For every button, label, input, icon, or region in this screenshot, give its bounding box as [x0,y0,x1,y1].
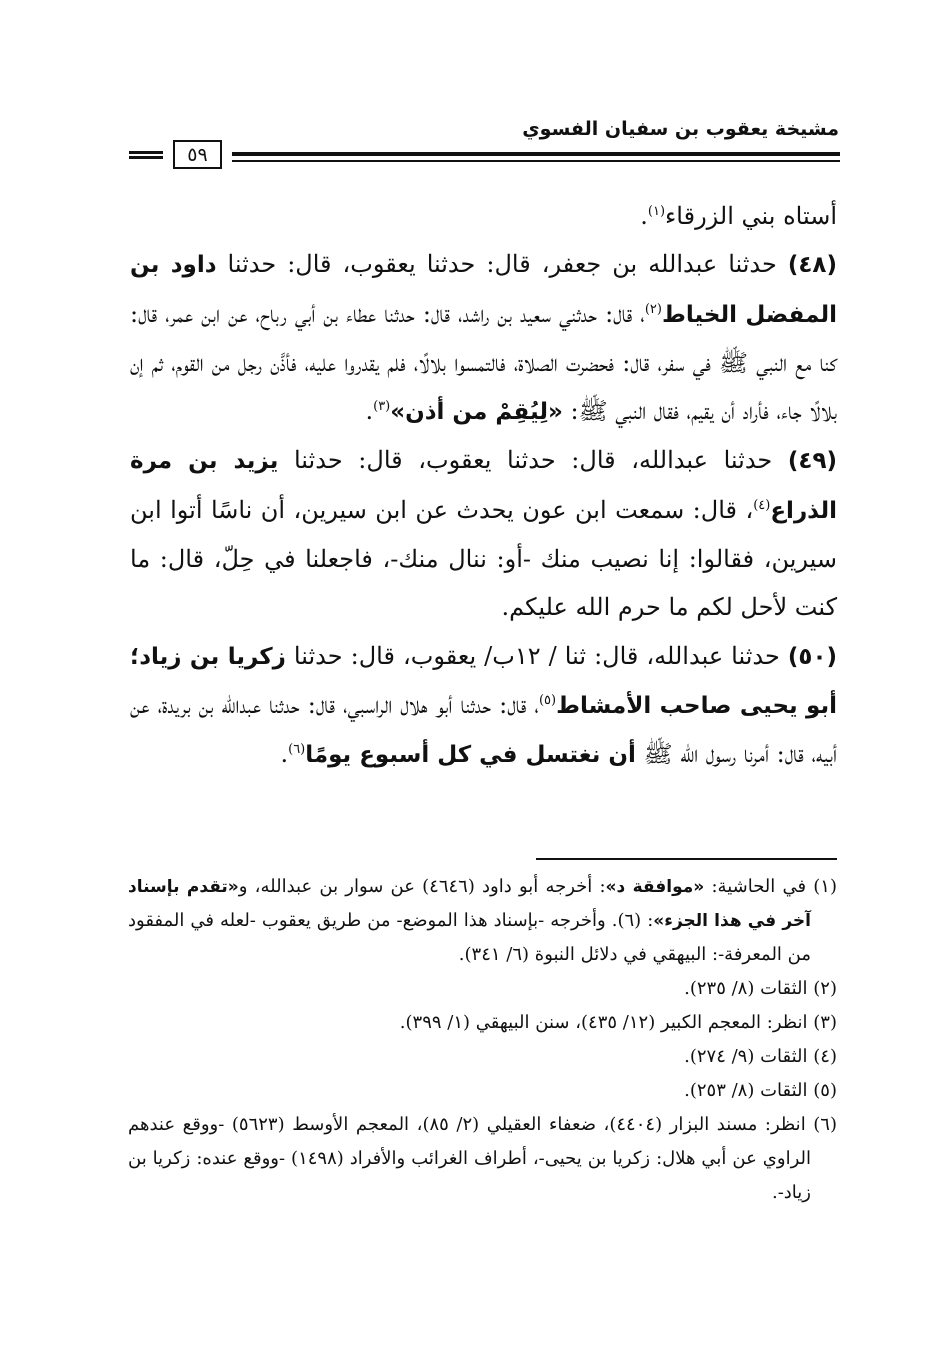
running-header-title: مشيخة يعقوب بن سفيان الفسوي [522,118,839,140]
page-number: ٥٩ [173,140,222,169]
footnote-ref: (٢) [644,301,662,317]
hadith-number: (٤٩) [787,448,837,475]
paragraph-continuation [130,192,837,240]
footnote-text: : أخرجه أبو داود (٤٦٤٦) عن سوار بن عبدالله، و [238,876,606,897]
header-rule-thin [232,160,840,162]
footnote-1 [128,870,837,972]
footnote-ref: (١) [647,204,666,219]
hadith-text: حدثنا عبدالله بن جعفر، قال: حدثنا يعقوب، قال: حدثنا [216,250,788,279]
footnote-4: (٤) الثقات (٩/ ٢٧٤). [684,1046,837,1067]
header-rule-thick [232,152,840,156]
hadith-text: ، قال: حدثني سعيد بن راشد، قال: حدثنا عطاء بن أبي رباح، عن ابن عمر، قال: كنا مع النبي ﷺ في سفر، قال: فحضرت الصلاة، فالتمسوا بلالًا، فلم يقدروا عليه، فأذَّن رجل من القوم، ثم إن بلالًا جاء، فأراد أن يقيم، فقال النبي ﷺ: [130,299,837,426]
header-ornament-bars [129,151,163,164]
hadith-49 [130,436,837,631]
footnote-ref: (٥) [538,692,557,708]
paragraph-text: أستاه بني الزرقاء [665,202,837,230]
hadith-number: (٥٠) [787,643,837,670]
paragraph-end: . [280,740,289,769]
hadith-quote: أن نغتسل في كل أسبوع يومًا [305,742,636,769]
hadith-text: حدثنا عبدالله، قال: ثنا / ١٢ب/ يعقوب، قال: حدثنا [285,641,788,670]
main-text [130,192,837,780]
footnote-3: (٣) انظر: المعجم الكبير (١٢/ ٤٣٥)، سنن البيهقي (١/ ٣٩٩). [399,1012,837,1033]
footnote-6: (٦) انظر: مسند البزار (٤٤٠٤)، ضعفاء العقيلي (٢/ ٨٥)، المعجم الأوسط (٥٦٢٣) -ووقع عندهم الراوي عن أبي هلال: زكريا بن يحيى-، أطراف الغرائب والأفراد (١٤٩٨) -ووقع عنده: زكريا بن زياد-. [128,1114,837,1203]
footnote-separator [536,858,837,860]
footnote-emphasis: «تقدم بإسناد آخر في هذا الجزء» [128,877,811,931]
paragraph-end: . [640,202,648,230]
hadith-50 [130,632,837,780]
hadith-text: حدثنا عبدالله، قال: حدثنا يعقوب، قال: حدثنا [278,446,788,475]
footnotes [128,870,837,1210]
footnote-2: (٢) الثقات (٨/ ٢٣٥). [684,978,837,999]
hadith-text: ، قال: حدثنا أبو هلال الراسبي، قال: حدثنا عبدالله بن بريدة، عن أبيه، قال: أمرنا رسول الله ﷺ [130,690,837,769]
footnote-text: : (٦). وأخرجه -بإسناد هذا الموضع- من طريق يعقوب -لعله في المفقود من المعرفة-: البيهقي في دلائل النبوة (٦/ ٣٤١). [128,910,811,965]
footnote-emphasis: «موافقة د» [605,877,705,897]
footnote-text: (١) في الحاشية: [704,876,837,897]
hadith-quote: «لِيُقِمْ من أذن» [390,399,563,426]
footnote-5: (٥) الثقات (٨/ ٢٥٣). [684,1080,837,1101]
hadith-48 [130,240,837,436]
footnote-ref: (٣) [373,399,391,415]
narrator-name: داود بن المفضل الخياط [130,252,838,328]
footnote-ref: (٤) [753,497,771,513]
paragraph-end: . [365,397,374,426]
hadith-number: (٤٨) [787,252,837,279]
narrator-name: يزيد بن مرة الذراع [130,448,837,524]
footnote-ref: (٦) [288,742,306,758]
narrator-name: زكريا بن زياد؛ أبو يحيى صاحب الأمشاط [130,643,838,719]
hadith-text: ، قال: سمعت ابن عون يحدث عن ابن سيرين، أن ناسًا أتوا ابن سيرين، فقالوا: إنا نصيب منك -أو: ننال منك-، فاجعلنا في حِلّ، قال: ما كنت لأحل لكم ما حرم الله عليكم. [130,495,837,622]
